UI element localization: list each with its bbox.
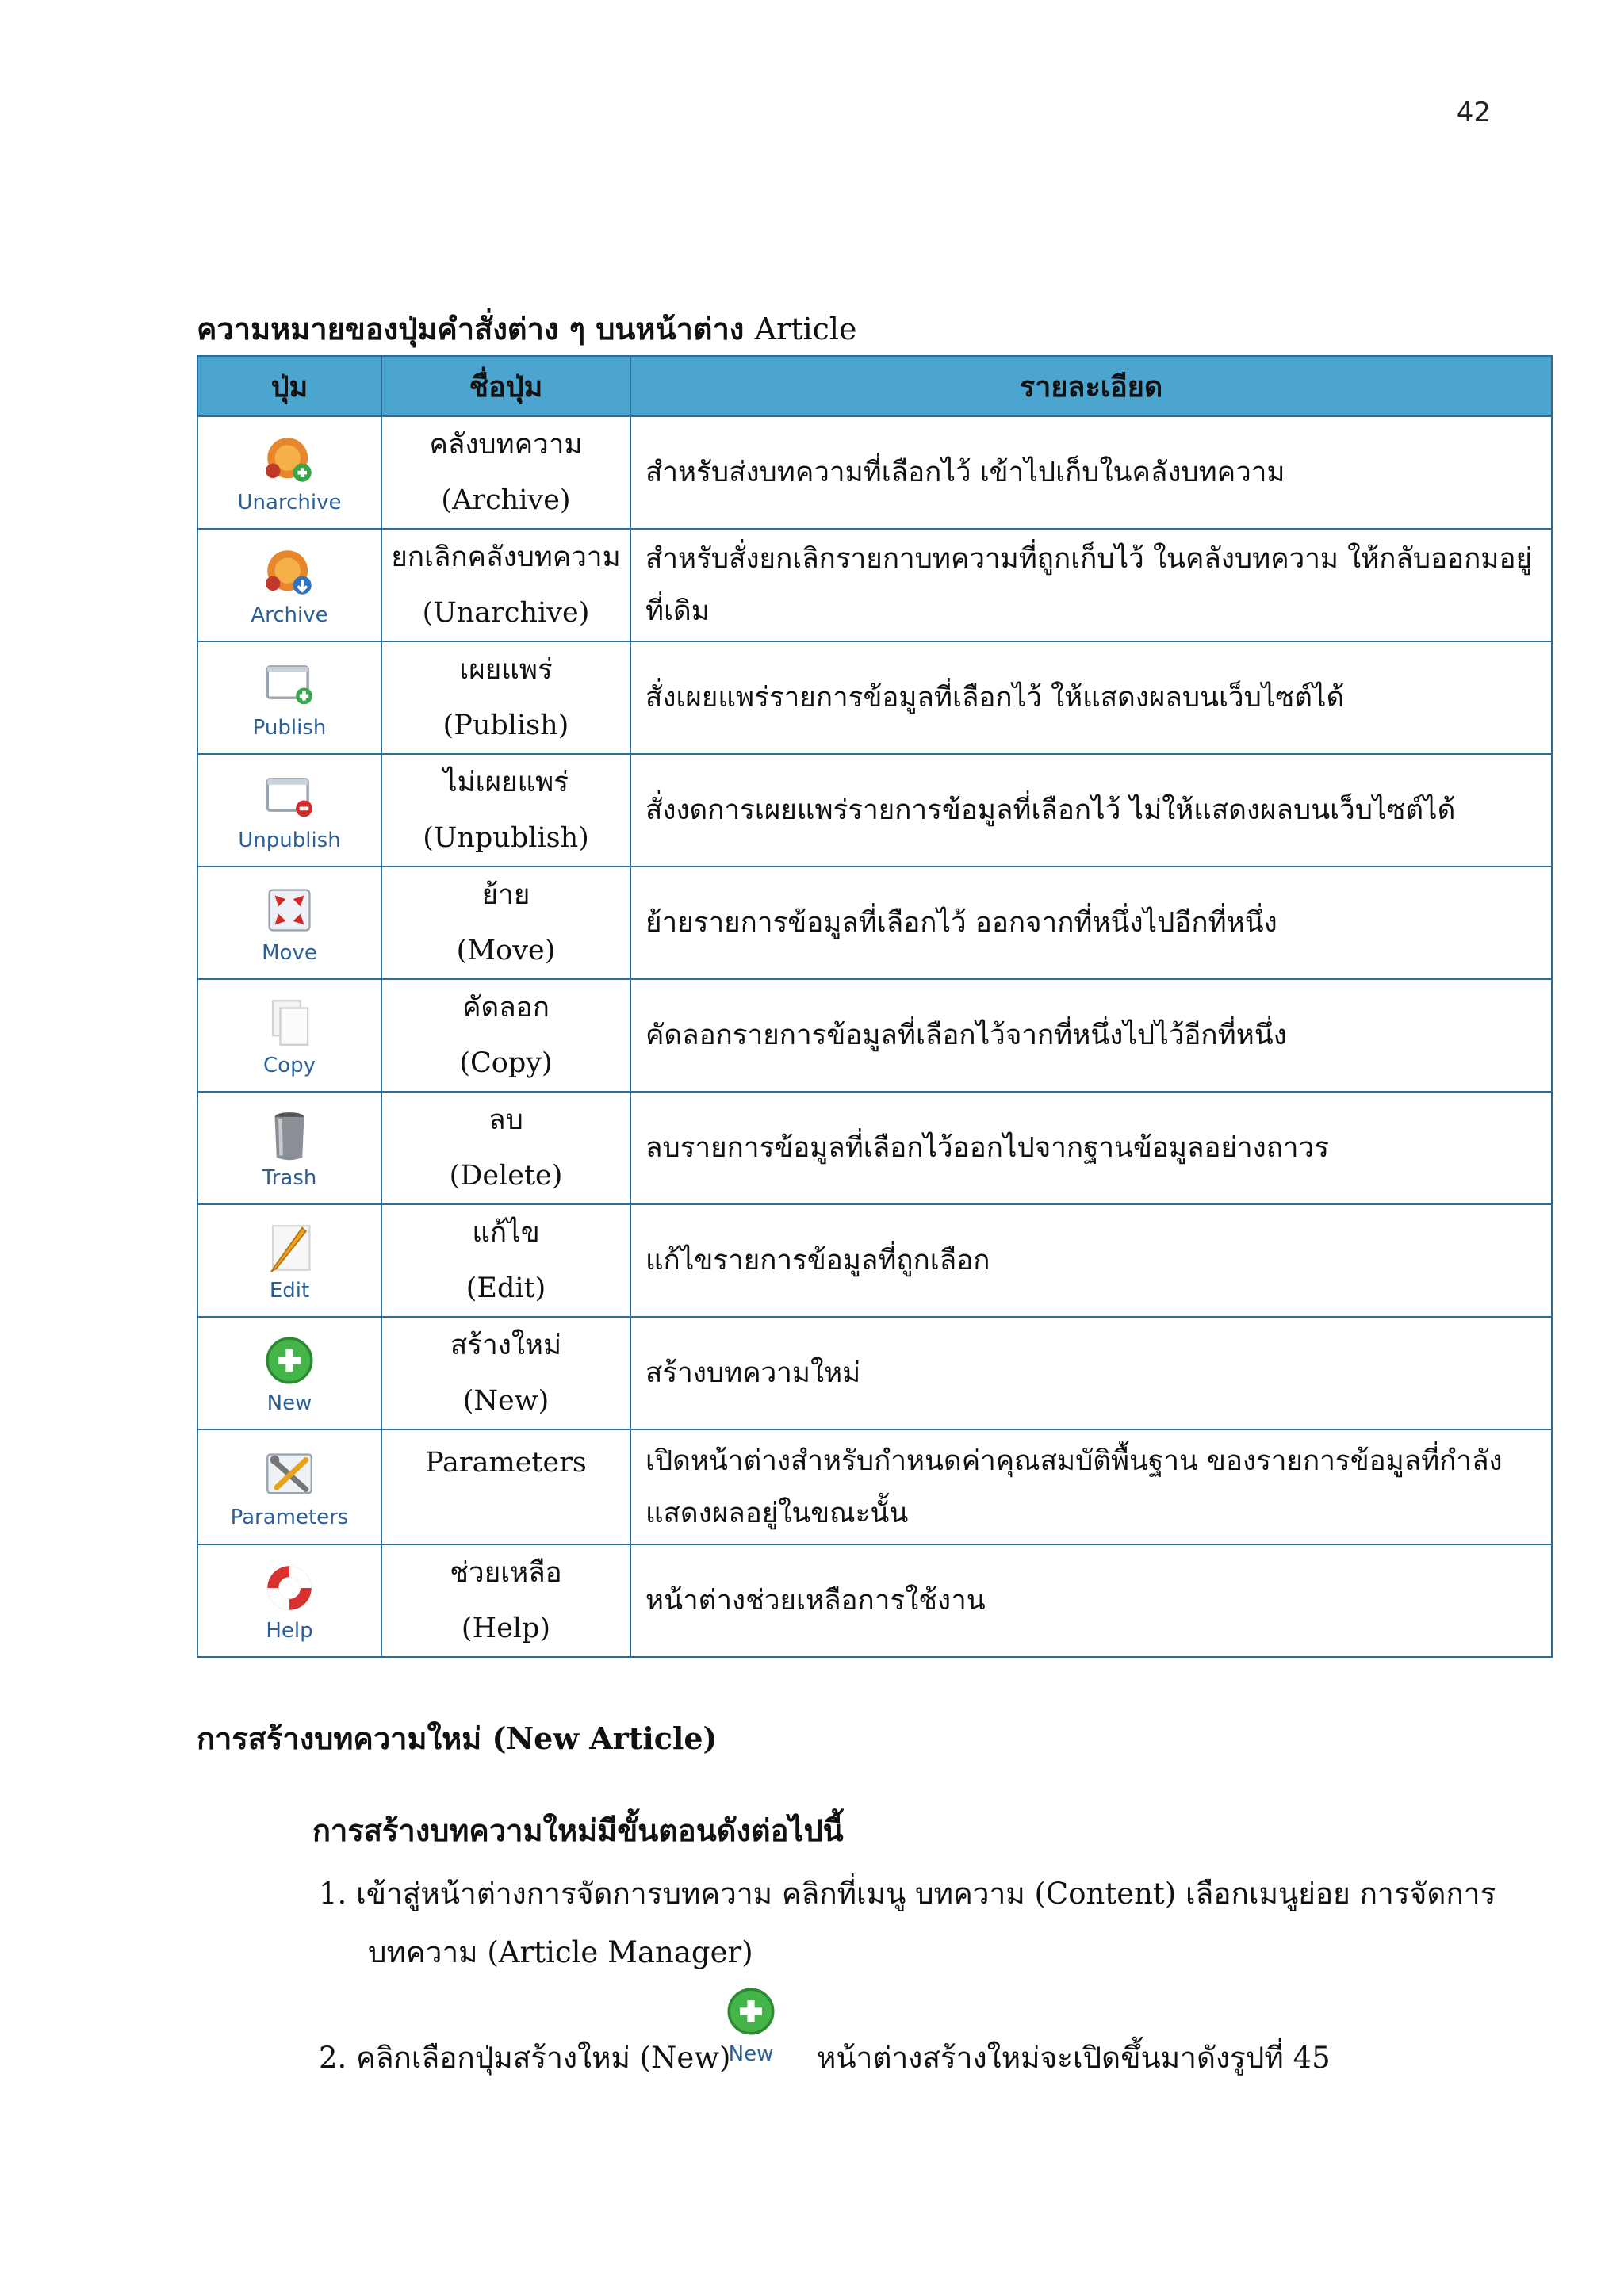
archive-button[interactable] xyxy=(251,543,327,627)
button-name-en: (Publish) xyxy=(442,710,569,741)
section-title xyxy=(197,304,857,353)
help-icon xyxy=(260,1559,319,1617)
button-name-thai: สร้างใหม่ xyxy=(450,1330,562,1361)
new-button[interactable] xyxy=(260,1331,319,1415)
button-name-thai: คัดลอก xyxy=(462,992,550,1024)
icon-caption: Move xyxy=(262,941,317,965)
button-description: คัดลอกรายการข้อมูลที่เลือกไว้จากที่หนึ่งไปไว้อีกที่หนึ่ง xyxy=(630,979,1552,1092)
button-name-thai: Parameters xyxy=(425,1447,587,1479)
button-name-en: (Delete) xyxy=(449,1160,563,1192)
subsection-title: การสร้างบทความใหม่ (New Article) xyxy=(197,1720,718,1756)
button-description: สั่งงดการเผยแพร่รายการข้อมูลที่เลือกไว้ ไม่ให้แสดงผลบนเว็บไซต์ได้ xyxy=(630,754,1552,867)
archive-icon xyxy=(260,543,319,602)
parameters-button[interactable] xyxy=(231,1445,349,1529)
move-icon xyxy=(260,881,319,939)
table-row xyxy=(197,641,1552,754)
icon-caption: Unpublish xyxy=(238,828,341,852)
step-2-prefix: 2. คลิกเลือกปุ่มสร้างใหม่ (New) xyxy=(319,2041,731,2075)
step-1-line-1: 1. เข้าสู่หน้าต่างการจัดการบทความ คลิกที่เมนู บทความ (Content) เลือกเมนูย่อย การจัดการ xyxy=(319,1877,1496,1911)
button-name-en: (Archive) xyxy=(441,484,571,516)
publish-button[interactable] xyxy=(253,656,327,740)
table-row xyxy=(197,1092,1552,1204)
button-name-en: (Move) xyxy=(456,935,556,966)
button-name-thai: ย้าย xyxy=(481,879,530,911)
button-description: สร้างบทความใหม่ xyxy=(630,1317,1552,1429)
trash-icon xyxy=(260,1106,319,1165)
page-number: 42 xyxy=(1456,97,1491,128)
command-table xyxy=(197,355,1553,1658)
table-row xyxy=(197,1544,1552,1657)
unarchive-button[interactable] xyxy=(238,430,342,515)
header-button: ปุ่ม xyxy=(197,356,381,416)
button-name-en: (New) xyxy=(462,1385,550,1417)
button-name-thai: คลังบทความ xyxy=(429,429,583,461)
copy-button[interactable] xyxy=(260,993,319,1077)
icon-caption: Copy xyxy=(263,1054,316,1077)
button-description: ลบรายการข้อมูลที่เลือกไว้ออกไปจากฐานข้อมูลอย่างถาวร xyxy=(630,1092,1552,1204)
table-row xyxy=(197,416,1552,529)
copy-icon xyxy=(260,993,319,1052)
edit-button[interactable] xyxy=(260,1219,319,1303)
table-row xyxy=(197,754,1552,867)
table-row xyxy=(197,1429,1552,1544)
new-button-inline[interactable] xyxy=(722,1982,780,2066)
button-description: สั่งเผยแพร่รายการข้อมูลที่เลือกไว้ ให้แสดงผลบนเว็บไซต์ได้ xyxy=(630,641,1552,754)
button-name-en: (Unpublish) xyxy=(423,822,589,854)
step-2-suffix: หน้าต่างสร้างใหม่จะเปิดขึ้นมาดังรูปที่ 45 xyxy=(817,2041,1331,2075)
move-button[interactable] xyxy=(260,881,319,965)
step-1-line-2: บทความ (Article Manager) xyxy=(368,1935,753,1969)
section-title-thai: ความหมายของปุ่มคำสั่งต่าง ๆ บนหน้าต่าง xyxy=(197,311,745,346)
icon-caption: New xyxy=(728,2042,774,2066)
icon-caption: Archive xyxy=(251,603,328,627)
table-row xyxy=(197,529,1552,641)
unpublish-icon xyxy=(260,768,319,827)
button-name-en: (Edit) xyxy=(465,1272,546,1304)
steps-heading: การสร้างบทความใหม่มีขั้นตอนดังต่อไปนี้ xyxy=(312,1812,844,1848)
button-description: สำหรับส่งบทความที่เลือกไว้ เข้าไปเก็บในคลังบทความ xyxy=(630,416,1552,529)
table-row xyxy=(197,1204,1552,1317)
header-description: รายละเอียด xyxy=(630,356,1552,416)
header-button-name: ชื่อปุ่ม xyxy=(381,356,630,416)
section-title-en: Article xyxy=(754,312,857,346)
button-description: สำหรับสั่งยกเลิกรายกาบทความที่ถูกเก็บไว้ ในคลังบทความ ให้กลับออกมอยู่ที่เดิม xyxy=(630,529,1552,641)
button-description: หน้าต่างช่วยเหลือการใช้งาน xyxy=(630,1544,1552,1657)
button-description: ย้ายรายการข้อมูลที่เลือกไว้ ออกจากที่หนึ่งไปอีกที่หนึ่ง xyxy=(630,867,1552,979)
button-name-en: (Copy) xyxy=(459,1047,553,1079)
edit-icon xyxy=(260,1219,319,1277)
button-description: แก้ไขรายการข้อมูลที่ถูกเลือก xyxy=(630,1204,1552,1317)
publish-icon xyxy=(260,656,319,714)
icon-caption: Edit xyxy=(269,1279,310,1303)
trash-button[interactable] xyxy=(260,1106,319,1190)
table-row xyxy=(197,979,1552,1092)
button-name-thai: ลบ xyxy=(488,1104,523,1136)
button-name-thai: แก้ไข xyxy=(472,1217,540,1249)
new-icon xyxy=(260,1331,319,1390)
parameters-icon xyxy=(260,1445,319,1504)
icon-caption: Unarchive xyxy=(237,491,342,515)
button-name-thai: ไม่เผยแพร่ xyxy=(442,767,569,798)
new-icon xyxy=(722,1982,780,2041)
button-name-en: (Help) xyxy=(461,1613,551,1644)
icon-caption: Help xyxy=(266,1619,313,1643)
icon-caption: Trash xyxy=(262,1166,317,1190)
table-row xyxy=(197,1317,1552,1429)
button-name-thai: ยกเลิกคลังบทความ xyxy=(391,541,621,573)
unpublish-button[interactable] xyxy=(238,768,340,852)
button-description: เปิดหน้าต่างสำหรับกำหนดค่าคุณสมบัติพื้นฐาน ของรายการข้อมูลที่กำลัง แสดงผลอยู่ในขณะนั้น xyxy=(630,1429,1552,1544)
icon-caption: New xyxy=(266,1391,312,1415)
button-name-thai: เผยแพร่ xyxy=(459,654,553,686)
button-name-en: (Unarchive) xyxy=(422,597,590,629)
icon-caption: Publish xyxy=(252,716,327,740)
help-button[interactable] xyxy=(260,1559,319,1643)
unarchive-icon xyxy=(260,430,319,489)
button-name-thai: ช่วยเหลือ xyxy=(450,1557,562,1589)
table-header-row xyxy=(197,356,1552,416)
table-row xyxy=(197,867,1552,979)
icon-caption: Parameters xyxy=(230,1505,349,1529)
step-1 xyxy=(319,1865,1496,1982)
